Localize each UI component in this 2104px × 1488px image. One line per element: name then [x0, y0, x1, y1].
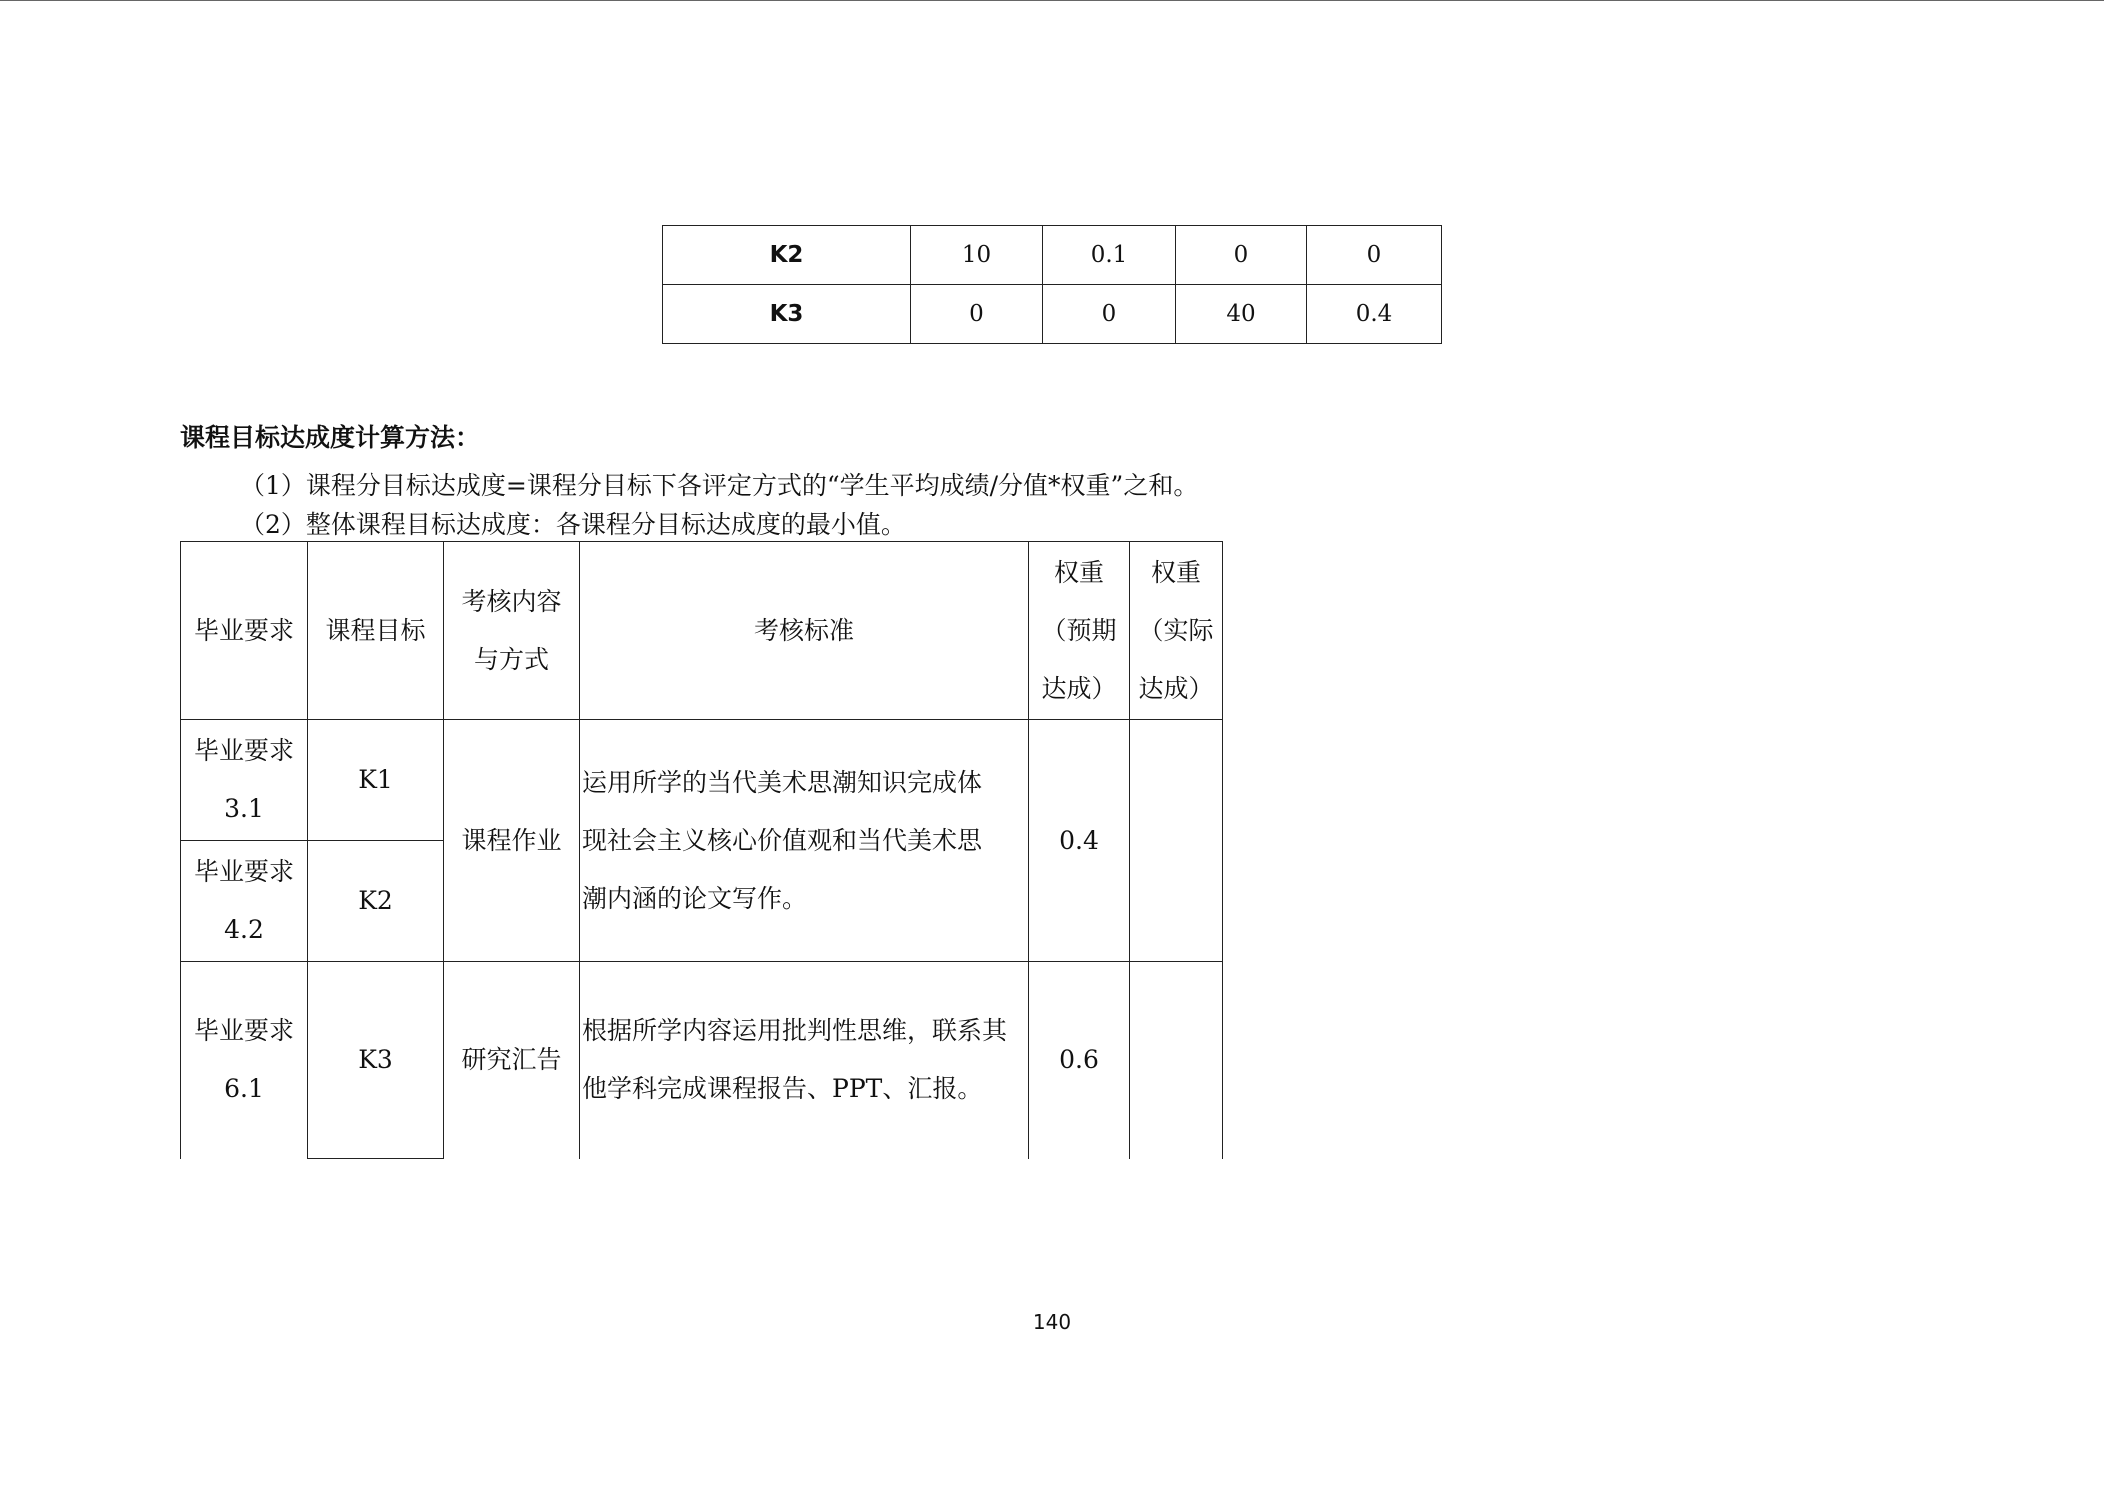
assessment-standard-cell: 运用所学的当代美术思潮知识完成体 现社会主义核心价值观和当代美术思 潮内涵的论文写作。 [580, 720, 1029, 962]
table-row [663, 285, 1442, 344]
row-label: K2 [663, 226, 911, 285]
header-assessment-standard: 考核标准 [580, 542, 1029, 720]
weight-actual-cell [1130, 720, 1223, 962]
table-cell: 0 [1307, 226, 1442, 285]
course-goal-cell: K2 [308, 841, 444, 962]
course-goal-cell: K1 [308, 720, 444, 841]
header-assessment-content: 考核内容 与方式 [444, 542, 580, 720]
table-row [663, 226, 1442, 285]
assessment-table [180, 541, 1223, 1159]
page-top-border [0, 0, 2104, 1]
table-row [181, 962, 1223, 1159]
assessment-content-cell: 研究汇告 [444, 962, 580, 1159]
header-row [181, 542, 1223, 720]
section-heading: 课程目标达成度计算方法： [180, 423, 481, 452]
header-graduation-requirement: 毕业要求 [181, 542, 308, 720]
table-cell: 0 [911, 285, 1043, 344]
assessment-standard-cell: 根据所学内容运用批判性思维，联系其 他学科完成课程报告、PPT、汇报。 [580, 962, 1029, 1159]
weight-actual-cell [1130, 962, 1223, 1159]
header-course-goal: 课程目标 [308, 542, 444, 720]
graduation-requirement-cell: 毕业要求 6.1 [181, 962, 308, 1159]
weight-expected-cell: 0.4 [1029, 720, 1130, 962]
table-cell: 40 [1176, 285, 1307, 344]
assessment-content-cell: 课程作业 [444, 720, 580, 962]
graduation-requirement-cell: 毕业要求 3.1 [181, 720, 308, 841]
header-weight-expected: 权重 （预期 达成） [1029, 542, 1130, 720]
method-paragraph-1: （1）课程分目标达成度=课程分目标下各评定方式的“学生平均成绩/分值*权重”之和。 [240, 471, 1199, 500]
table-cell: 0 [1043, 285, 1176, 344]
graduation-requirement-cell: 毕业要求 4.2 [181, 841, 308, 962]
header-weight-actual: 权重 （实际 达成） [1130, 542, 1223, 720]
table-cell: 10 [911, 226, 1043, 285]
method-paragraph-2: （2）整体课程目标达成度：各课程分目标达成度的最小值。 [240, 510, 906, 539]
table-row [181, 720, 1223, 841]
table-cell: 0.1 [1043, 226, 1176, 285]
row-label: K3 [663, 285, 911, 344]
weight-expected-cell: 0.6 [1029, 962, 1130, 1159]
course-goal-cell: K3 [308, 962, 444, 1159]
page-number: 140 [1032, 1310, 1072, 1334]
table-cell: 0 [1176, 226, 1307, 285]
table-cell: 0.4 [1307, 285, 1442, 344]
weights-table [662, 225, 1442, 344]
